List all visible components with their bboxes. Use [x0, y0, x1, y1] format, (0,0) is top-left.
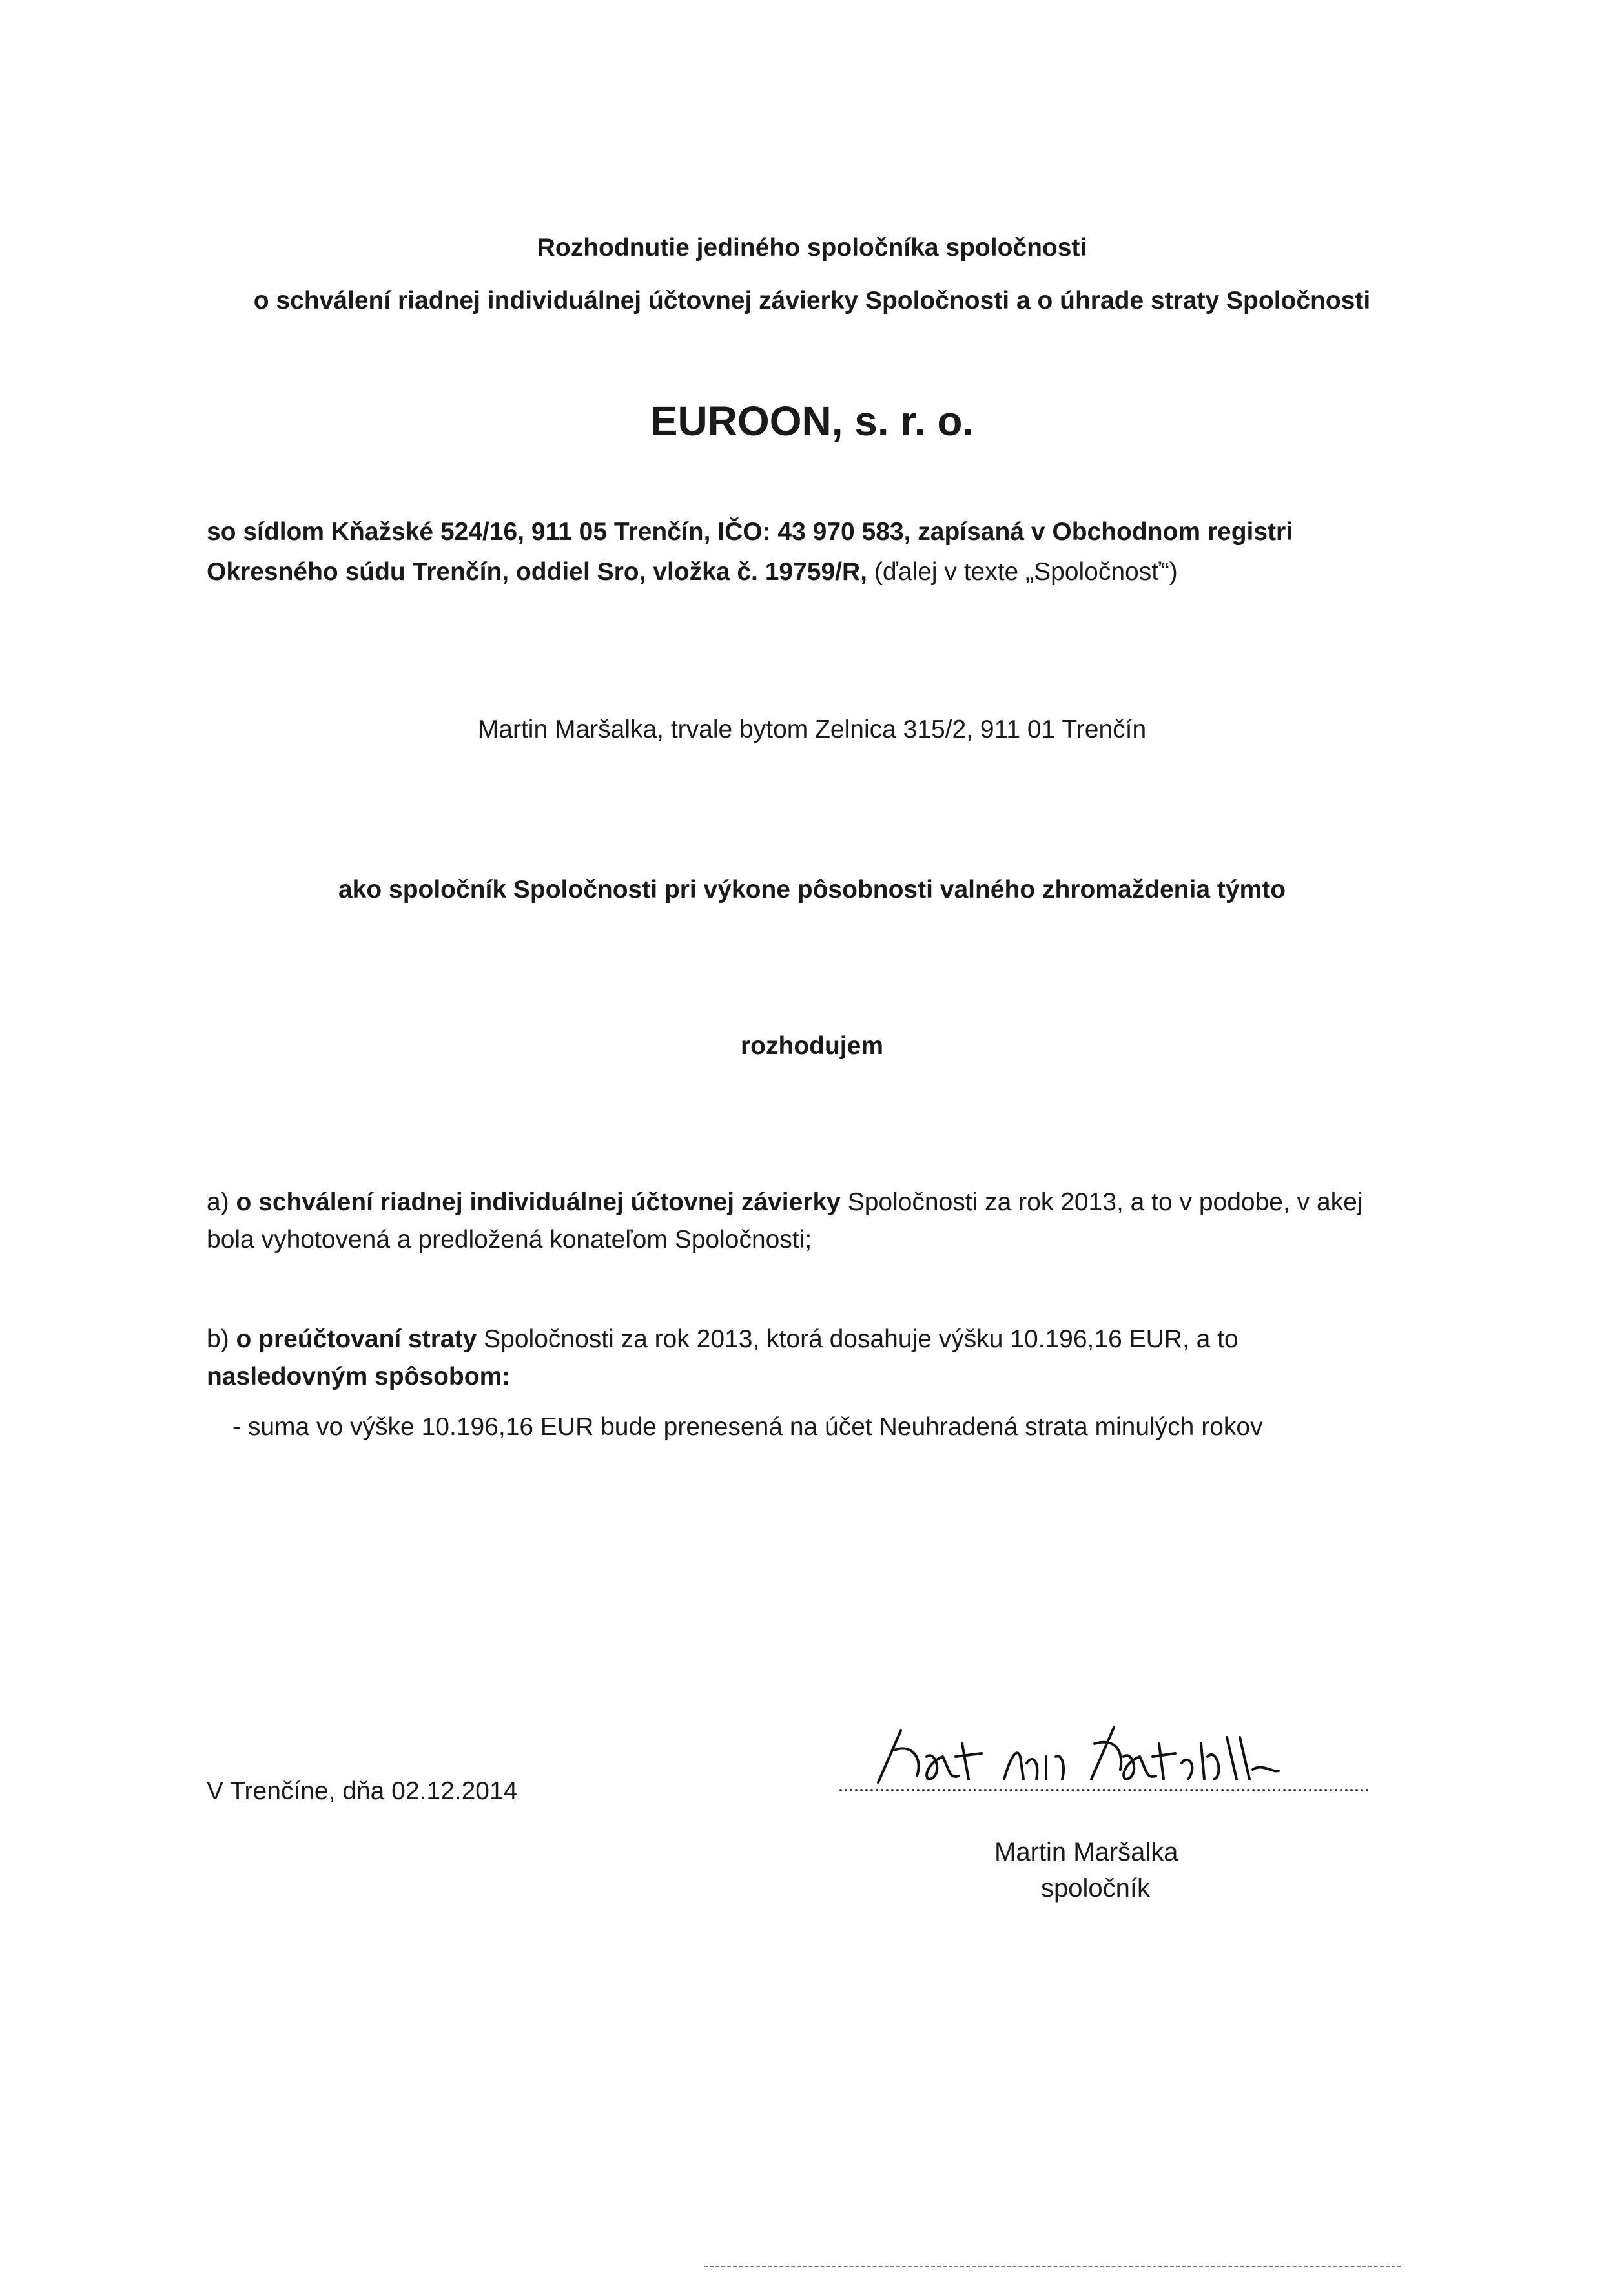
company-address-line-2: [207, 557, 1178, 588]
item-b-prefix: b): [207, 1325, 236, 1353]
company-name: EUROON, s. r. o.: [650, 398, 974, 444]
handwritten-signature: [865, 1718, 1317, 1795]
heading-line-2: o schválení riadnej individuálnej účtovnej závierky Spoločnosti a o úhrade straty Spoločnosti: [253, 287, 1371, 315]
signatory-role: spoločník: [1041, 1874, 1150, 1903]
item-b-bullet: - suma vo výške 10.196,16 EUR bude prenesená na účet Neuhradená strata minulých rokov: [232, 1413, 1263, 1441]
footer-divider: [704, 2266, 1401, 2267]
item-a-rest: Spoločnosti za rok 2013, a to v podobe, v akej: [840, 1188, 1363, 1216]
capacity-line: ako spoločník Spoločnosti pri výkone pôsobnosti valného zhromaždenia týmto: [338, 876, 1286, 903]
company-alias: (ďalej v texte „Spoločnosť“): [867, 558, 1178, 586]
place-date: V Trenčíne, dňa 02.12.2014: [207, 1777, 518, 1805]
item-b-line-1: [207, 1324, 1239, 1355]
item-a-line-2: bola vyhotovená a predložená konateľom Spoločnosti;: [207, 1226, 812, 1254]
company-registration: Okresného súdu Trenčín, oddiel Sro, vložka č. 19759/R,: [207, 558, 868, 586]
item-a-prefix: a): [207, 1188, 236, 1216]
person-line: Martin Maršalka, trvale bytom Zelnica 315/2, 911 01 Trenčín: [477, 716, 1147, 743]
heading-line-1: Rozhodnutie jediného spoločníka spoločnosti: [537, 234, 1087, 262]
item-b-bold: o preúčtovaní straty: [236, 1325, 477, 1353]
item-b-line-2: nasledovným spôsobom:: [207, 1363, 511, 1390]
decision-word: rozhodujem: [741, 1032, 883, 1060]
item-b-rest: Spoločnosti za rok 2013, ktorá dosahuje výšku 10.196,16 EUR, a to: [477, 1325, 1239, 1353]
signatory-name: Martin Maršalka: [994, 1838, 1178, 1866]
item-a-bold: o schválení riadnej individuálnej účtovnej závierky: [236, 1188, 841, 1216]
company-address-line-1: so sídlom Kňažské 524/16, 911 05 Trenčín, IČO: 43 970 583, zapísaná v Obchodnom registri: [207, 518, 1293, 546]
item-a-line-1: [207, 1187, 1363, 1218]
signature-dotted-line: [839, 1789, 1369, 1791]
